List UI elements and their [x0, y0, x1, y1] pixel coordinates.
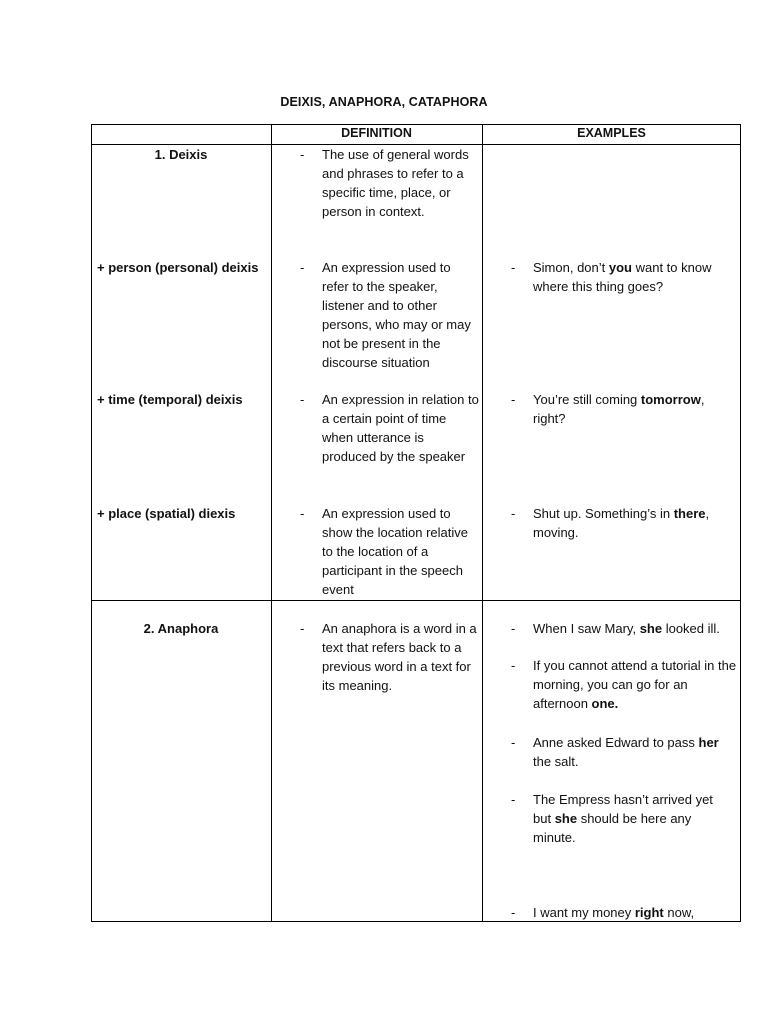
highlighted-word: you [608, 260, 632, 275]
definition-text: An expression in relation to a certain point of time when utterance is produced by the speaker [322, 392, 479, 464]
page-title: DEIXIS, ANAPHORA, CATAPHORA [280, 95, 488, 109]
highlighted-word: tomorrow [640, 392, 701, 407]
bullet-dash: - [511, 621, 516, 636]
place-deixis-term: + place (spatial) diexis [97, 506, 236, 521]
column-divider [271, 124, 272, 922]
bullet-dash: - [511, 506, 516, 521]
bullet-dash: - [300, 506, 305, 521]
highlighted-word: she [639, 621, 663, 636]
bullet-dash: - [300, 621, 305, 636]
deixis-heading: 1. Deixis [154, 147, 208, 162]
example-text: If you cannot attend a tutorial in the morning, you can go for an afternoon one. [533, 658, 737, 711]
header-definition: DEFINITION [341, 126, 412, 140]
row-divider [91, 600, 741, 601]
bullet-dash: - [511, 658, 516, 673]
example-text: When I saw Mary, she looked ill. [533, 621, 720, 636]
bullet-dash: - [511, 260, 516, 275]
column-divider [482, 124, 483, 922]
bullet-dash: - [511, 735, 516, 750]
definition-text: The use of general words and phrases to refer to a specific time, place, or person in context. [322, 147, 469, 219]
time-deixis-term: + time (temporal) deixis [97, 392, 243, 407]
anaphora-heading: 2. Anaphora [143, 621, 219, 636]
definition-text: An expression used to show the location relative to the location of a participant in the speech event [322, 506, 468, 597]
highlighted-word: she [554, 811, 578, 826]
example-text: The Empress hasn’t arrived yet but she should be here any minute. [533, 792, 713, 845]
bullet-dash: - [300, 392, 305, 407]
example-text: You’re still coming tomorrow, right? [533, 392, 705, 426]
highlighted-word: right [634, 905, 664, 920]
person-deixis-term: + person (personal) deixis [97, 260, 259, 275]
definition-text: An anaphora is a word in a text that refers back to a previous word in a text for its meaning. [322, 621, 477, 693]
bullet-dash: - [511, 792, 516, 807]
definition-text: An expression used to refer to the speaker, listener and to other persons, who may or may not be present in the discourse situation [322, 260, 471, 370]
highlighted-word: there [673, 506, 706, 521]
bullet-dash: - [511, 905, 516, 920]
header-examples: EXAMPLES [577, 126, 646, 140]
highlighted-word: one. [591, 696, 619, 711]
example-text: I want my money right now, [533, 905, 695, 920]
bullet-dash: - [300, 260, 305, 275]
highlighted-word: her [698, 735, 719, 750]
example-text: Shut up. Something’s in there, moving. [533, 506, 710, 540]
bullet-dash: - [300, 147, 305, 162]
bullet-dash: - [511, 392, 516, 407]
example-text: Anne asked Edward to pass her the salt. [533, 735, 719, 769]
example-text: Simon, don’t you want to know where this thing goes? [533, 260, 712, 294]
